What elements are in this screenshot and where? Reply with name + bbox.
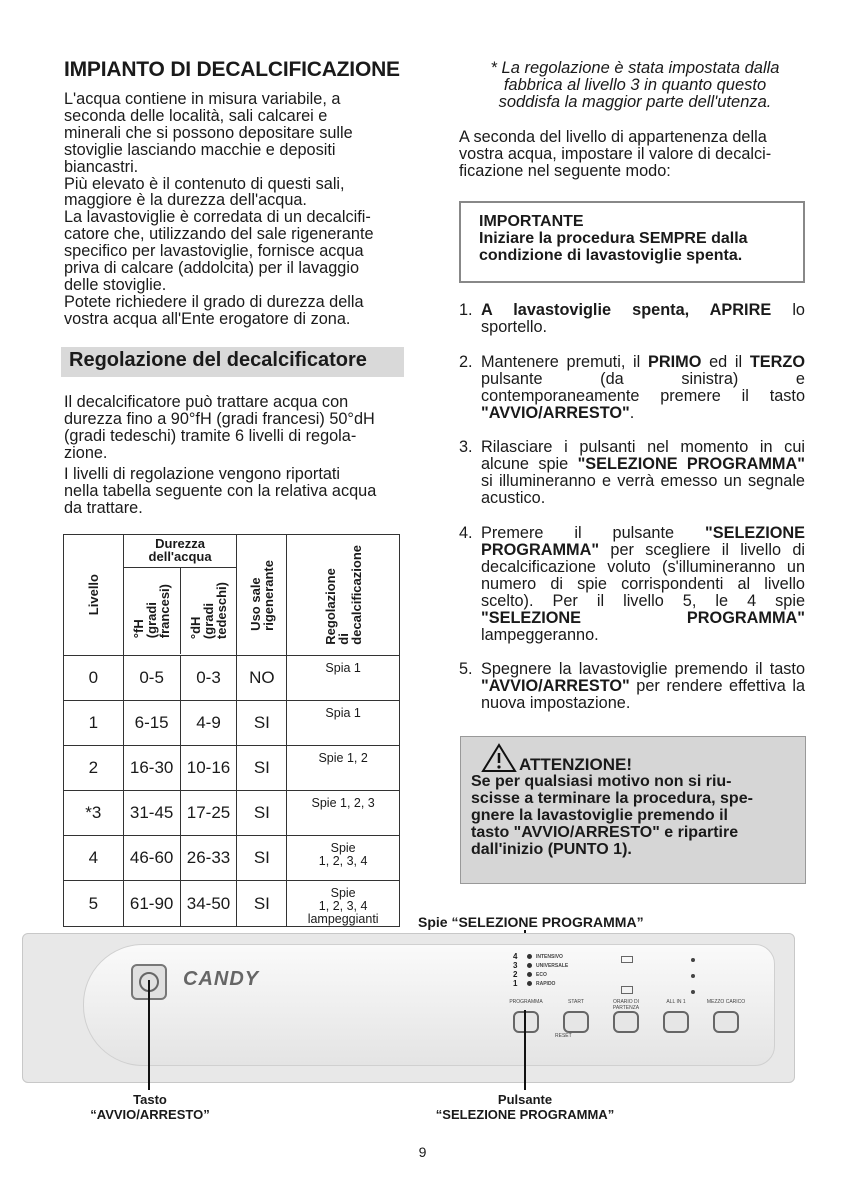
step-4: 4. Premere il pulsante "SELEZIONE PROGRAMMA" per scegliere il livello di decalcificazione voluto (s'illumineranno un numero di spie corrispondenti al livello scelto). Per il livello 5, le 4 spie "SELEZIONE PROGRAMMA" lampeggeranno. <box>459 524 805 644</box>
note-line: * La regolazione è stata impostata dalla <box>490 59 780 77</box>
led-number: 2 <box>513 970 518 979</box>
header-durezza: Durezza dell'acqua °fH (gradi francesi) °dH (gradi tedeschi) <box>123 535 237 656</box>
cell-reg: Spie 1, 2 <box>287 746 400 791</box>
step-2: 2. Mantenere premuti, il PRIMO ed il TERZO pulsante (da sinistra) e contemporaneamente premere il tasto "AVVIO/ARRESTO". <box>459 352 805 422</box>
hardness-table <box>63 534 400 927</box>
panel-button-label: PROGRAMMA <box>509 999 543 1005</box>
factory-note <box>465 60 805 111</box>
intro-line: specifico per lavastoviglie, fornisce acqua <box>64 242 364 261</box>
intro-line: biancastri. <box>64 157 139 176</box>
cell-dh: 17-25 <box>180 791 237 836</box>
panel-button-label: ALL IN 1 <box>666 999 686 1005</box>
cell-uso: NO <box>237 656 287 701</box>
cell-livello: 2 <box>64 746 124 791</box>
tasto-label: Tasto “AVVIO/ARRESTO” <box>90 1092 210 1122</box>
page-number: 9 <box>418 1144 427 1160</box>
intro-line: catore che, utilizzando del sale rigenerante <box>64 225 374 244</box>
pulsante-label: Pulsante “SELEZIONE PROGRAMMA” <box>435 1092 615 1122</box>
important-box <box>459 201 805 283</box>
step-5: 5. Spegnere la lavastoviglie premendo il tasto "AVVIO/ARRESTO" per rendere effettiva la nuova impostazione. <box>459 660 805 713</box>
p2-line: Il decalcificatore può trattare acqua con <box>64 393 349 411</box>
important-title: IMPORTANTE <box>479 213 584 230</box>
panel-button[interactable] <box>663 1011 689 1033</box>
warning-title: ATTENZIONE! <box>519 755 633 774</box>
step-3: 3. Rilasciare i pulsanti nel momento in cui alcune spie "SELEZIONE PROGRAMMA" si illumineranno e verrà emesso un segnale acustico. <box>459 438 805 508</box>
cell-fh: 61-90 <box>123 881 180 927</box>
important-line-1: Iniziare la procedura SEMPRE dalla <box>479 230 748 247</box>
cell-livello: 1 <box>64 701 124 746</box>
intro-line: minerali che si possono depositare sulle <box>64 123 353 142</box>
cell-dh: 34-50 <box>180 881 237 927</box>
cell-fh: 0-5 <box>123 656 180 701</box>
table-row <box>64 701 400 746</box>
panel-button-label: START <box>568 999 584 1005</box>
panel-button[interactable] <box>613 1011 639 1033</box>
intro-line: Più elevato è il contenuto di questi sali, <box>64 174 345 193</box>
cell-uso: SI <box>237 791 287 836</box>
panel-button[interactable] <box>563 1011 589 1033</box>
paragraph-livelli <box>64 466 405 517</box>
right-intro-line: ficazione nel seguente modo: <box>459 161 671 180</box>
intro-right <box>459 129 805 180</box>
header-regolazione: Regolazione di decalcificazione <box>287 535 400 656</box>
intro-paragraph <box>64 91 405 328</box>
led-name: ECO <box>536 971 547 978</box>
header-uso: Uso sale rigenerante <box>237 535 287 656</box>
cell-fh: 6-15 <box>123 701 180 746</box>
intro-line: priva di calcare (addolcita) per il lavaggio <box>64 259 360 278</box>
program-buttons <box>503 999 763 1049</box>
intro-line: maggiore è la durezza dell'acqua. <box>64 191 307 210</box>
led-icon <box>527 954 532 959</box>
p3-line: I livelli di regolazione vengono riportati <box>64 465 341 483</box>
reset-label: RESET <box>555 1033 572 1039</box>
table-row <box>64 746 400 791</box>
cell-livello: 4 <box>64 836 124 881</box>
right-intro-line: vostra acqua, impostare il valore di decalci- <box>459 144 772 163</box>
intro-line: La lavastoviglie è corredata di un decalcifi- <box>64 208 371 227</box>
cell-reg: Spie 1, 2, 3, 4 lampeggianti <box>287 881 400 927</box>
spie-label: Spie “SELEZIONE PROGRAMMA” <box>418 914 644 930</box>
p3-line: da trattare. <box>64 498 143 517</box>
led-icon <box>527 972 532 977</box>
p2-line: durezza fino a 90°fH (gradi francesi) 50°dH <box>64 409 375 428</box>
warning-line: Se per qualsiasi motivo non si riu- <box>471 773 732 790</box>
table-row <box>64 881 400 927</box>
panel-button-label: ORARIO DI PARTENZA <box>612 999 640 1011</box>
cell-dh: 26-33 <box>180 836 237 881</box>
paragraph-decalcificatore <box>64 394 405 462</box>
warning-text <box>471 773 795 858</box>
warning-triangle-icon <box>481 743 517 773</box>
cell-fh: 46-60 <box>123 836 180 881</box>
intro-line: vostra acqua all'Ente erogatore di zona. <box>64 309 351 328</box>
header-fh: °fH (gradi francesi) <box>124 568 181 654</box>
warning-line: scisse a terminare la procedura, spe- <box>471 790 753 807</box>
cell-fh: 31-45 <box>123 791 180 836</box>
page-title: IMPIANTO DI DECALCIFICAZIONE <box>64 58 400 81</box>
table-row <box>64 791 400 836</box>
intro-line: L'acqua contiene in misura variabile, a <box>64 90 341 108</box>
p2-line: (gradi tedeschi) tramite 6 livelli di regola- <box>64 426 357 445</box>
warning-box <box>460 736 806 884</box>
cell-dh: 10-16 <box>180 746 237 791</box>
cell-reg: Spie 1, 2, 3 <box>287 791 400 836</box>
panel-button-label: MEZZO CARICO <box>706 999 746 1005</box>
right-intro-line: A seconda del livello di appartenenza della <box>459 128 767 146</box>
led-name: RAPIDO <box>536 980 556 987</box>
header-dh: °dH (gradi tedeschi) <box>188 582 229 640</box>
intro-line: delle stoviglie. <box>64 275 167 294</box>
panel-button[interactable] <box>713 1011 739 1033</box>
warning-line: dall'inizio (PUNTO 1). <box>471 841 632 858</box>
control-panel-illustration <box>22 933 795 1083</box>
warning-line: gnere la lavastoviglie premendo il <box>471 807 728 824</box>
led-number: 3 <box>513 961 518 970</box>
warning-line: tasto "AVVIO/ARRESTO" e ripartire <box>471 824 739 841</box>
step-1: 1. A lavastoviglie spenta, APRIRE lo sportello. <box>459 301 805 336</box>
cell-livello: *3 <box>64 791 124 836</box>
tasto-pointer <box>148 980 150 1090</box>
led-name: INTENSIVO <box>536 953 563 960</box>
led-icon <box>527 981 532 986</box>
cell-fh: 16-30 <box>123 746 180 791</box>
important-line-2: condizione di lavastoviglie spenta. <box>479 247 743 264</box>
header-livello: Livello <box>64 535 124 656</box>
p3-line: nella tabella seguente con la relativa acqua <box>64 481 377 500</box>
table-row <box>64 656 400 701</box>
selezione-programma-button[interactable] <box>513 1011 539 1033</box>
cell-livello: 5 <box>64 881 124 927</box>
led-number: 4 <box>513 952 518 961</box>
cell-dh: 4-9 <box>180 701 237 746</box>
note-line: fabbrica al livello 3 in quanto questo <box>503 76 767 94</box>
cell-uso: SI <box>237 836 287 881</box>
cell-uso: SI <box>237 701 287 746</box>
section-title: Regolazione del decalcificatore <box>61 347 404 377</box>
led-name: UNIVERSALE <box>536 962 569 969</box>
cell-reg: Spie 1, 2, 3, 4 <box>287 836 400 881</box>
led-icon <box>527 963 532 968</box>
table-row <box>64 836 400 881</box>
p2-line: zione. <box>64 443 108 462</box>
led-number: 1 <box>513 979 518 988</box>
cell-uso: SI <box>237 881 287 927</box>
intro-line: Potete richiedere il grado di durezza della <box>64 292 364 311</box>
cell-livello: 0 <box>64 656 124 701</box>
cell-uso: SI <box>237 746 287 791</box>
cell-dh: 0-3 <box>180 656 237 701</box>
brand-logo: CANDY <box>183 968 260 990</box>
cell-reg: Spia 1 <box>287 701 400 746</box>
cell-reg: Spia 1 <box>287 656 400 701</box>
pulsante-pointer <box>524 1010 526 1090</box>
intro-line: seconda delle località, sali calcarei e <box>64 106 328 125</box>
procedure-steps <box>459 302 805 728</box>
intro-line: stoviglie lasciando macchie e depositi <box>64 140 336 159</box>
note-line: soddisfa la maggior parte dell'utenza. <box>498 93 772 111</box>
